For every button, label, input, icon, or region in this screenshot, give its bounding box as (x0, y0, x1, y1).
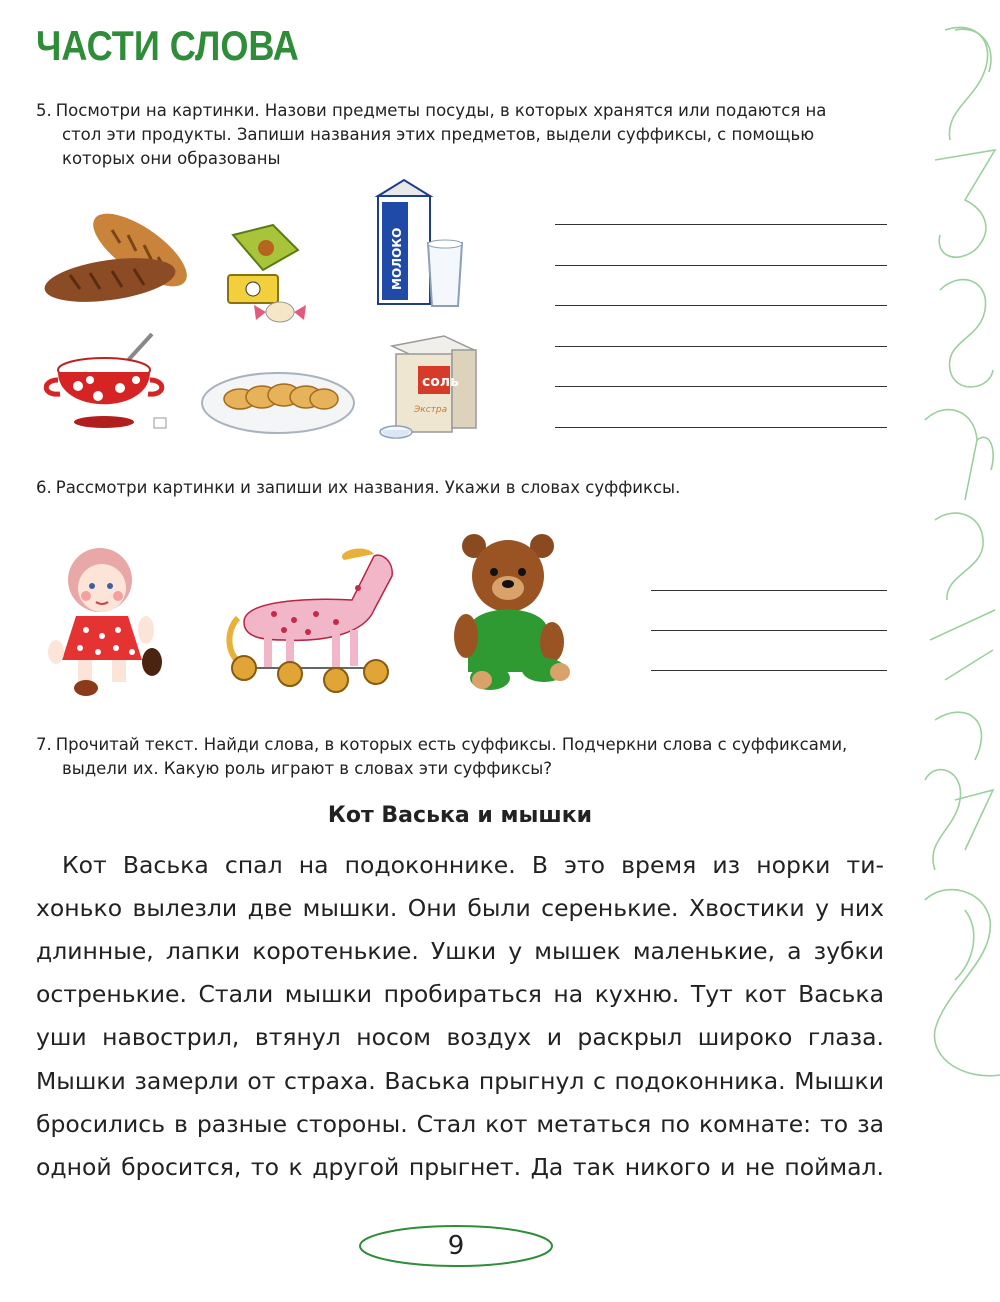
teddy-bear-icon (448, 532, 580, 694)
salt-box-sublabel: Экстра (414, 405, 448, 415)
story-title: Кот Васька и мышки (327, 803, 593, 828)
salt-box-icon (374, 332, 488, 444)
story-line: уши навострил, втянул носом воздух и раскрыл широко глаза. (36, 1023, 884, 1051)
task-7 (36, 733, 896, 781)
task-text-line: Посмотри на картинки. Назови предметы посуды, в которых хранятся или подаются на (55, 101, 827, 120)
decorative-letters-strip (905, 0, 1000, 1100)
task-6 (36, 476, 896, 500)
task-number: 6. (36, 478, 52, 497)
bread-icon (40, 205, 192, 305)
answer-line[interactable] (555, 346, 887, 347)
answer-line[interactable] (555, 224, 887, 225)
story-line: хонько вылезли две мышки. Они были серенькие. Хвостики у них (36, 894, 884, 922)
task-number: 5. (36, 101, 52, 120)
story-line: остренькие. Стали мышки пробираться на кухню. Тут кот Васька (36, 980, 884, 1008)
answer-line[interactable] (651, 590, 887, 591)
milk-carton-icon (370, 178, 466, 310)
task-text-line: Рассмотри картинки и запиши их названия. Укажи в словах суффиксы. (55, 478, 681, 497)
story-line: длинные, лапки коротенькие. Ушки у мышек маленькие, а зубки (36, 937, 884, 965)
toy-horse-icon (224, 540, 400, 702)
story-line: Мышки замерли от страха. Васька прыгнул с подоконника. Мышки (36, 1067, 884, 1095)
task-text-line: стол эти продукты. Запиши названия этих предметов, выдели суффиксы, с помощью (62, 125, 815, 144)
story-line: бросились в разные стороны. Стал кот метаться по комнате: то за (36, 1110, 884, 1138)
task-text-line: которых они образованы (62, 149, 281, 168)
milk-carton-label: МОЛОКО (390, 227, 404, 290)
page-number-badge (358, 1224, 554, 1268)
answer-line[interactable] (651, 630, 887, 631)
doll-icon (42, 540, 168, 702)
page-number: 9 (447, 1231, 465, 1261)
answer-line[interactable] (555, 427, 887, 428)
task-5 (36, 99, 896, 171)
task-number: 7. (36, 735, 52, 754)
story-line: одной бросится, то к другой прыгнет. Да так никого и не поймал. (36, 1153, 884, 1181)
answer-line[interactable] (555, 386, 887, 387)
answer-line[interactable] (555, 265, 887, 266)
sugar-bowl-icon (40, 330, 180, 440)
candy-icon (218, 220, 310, 330)
salt-box-label: соль (422, 374, 460, 390)
butter-dish-icon (200, 355, 356, 439)
task-text-line: Прочитай текст. Найди слова, в которых есть суффиксы. Подчеркни слова с суффиксами, (55, 735, 848, 754)
page-title: ЧАСТИ СЛОВА (36, 22, 299, 69)
story-line: Кот Васька спал на подоконнике. В это время из норки ти- (62, 851, 884, 879)
answer-line[interactable] (555, 305, 887, 306)
task-text-line: выдели их. Какую роль играют в словах эти суффиксы? (62, 759, 553, 778)
answer-line[interactable] (651, 670, 887, 671)
